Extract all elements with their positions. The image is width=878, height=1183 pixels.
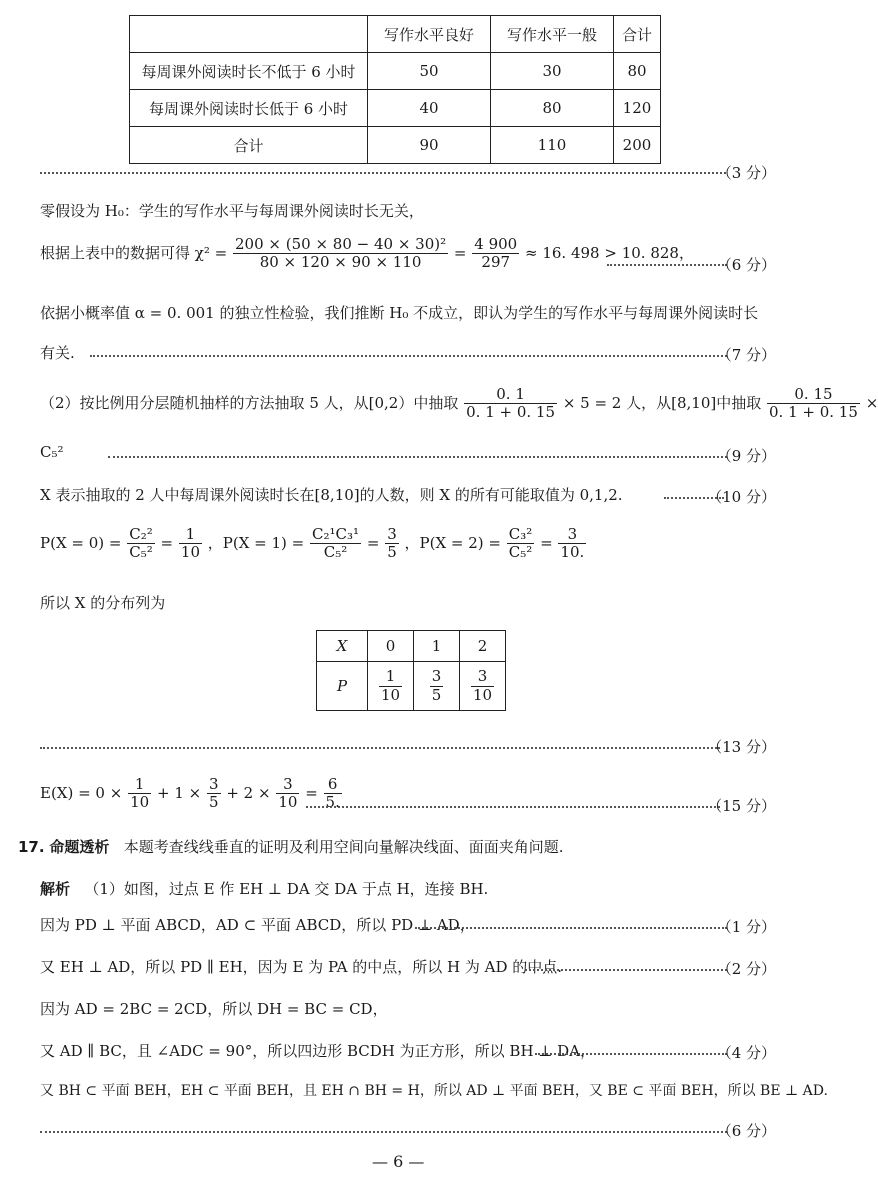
distribution-table bbox=[316, 630, 506, 711]
table-cell: P bbox=[317, 662, 368, 711]
numerator: C₂² bbox=[129, 525, 153, 543]
score-label: （7 分） bbox=[716, 346, 776, 364]
table-cell: 合计 bbox=[130, 127, 368, 164]
numerator: 6 bbox=[324, 776, 342, 794]
table-cell: 1 bbox=[414, 631, 460, 662]
score-label: （13 分） bbox=[707, 738, 776, 756]
probability-line bbox=[40, 526, 587, 562]
table-row bbox=[317, 662, 506, 711]
equals: = bbox=[366, 533, 380, 552]
table-cell bbox=[414, 662, 460, 711]
table-cell: 0 bbox=[368, 631, 414, 662]
chi-fraction-2 bbox=[472, 236, 519, 272]
score-label: （1 分） bbox=[716, 918, 776, 936]
fraction bbox=[310, 526, 361, 562]
expected-value-line bbox=[40, 776, 343, 812]
numerator: 1 bbox=[179, 526, 202, 544]
text: ，P(X = 2) = bbox=[404, 533, 501, 552]
table-cell: 30 bbox=[491, 53, 614, 90]
table-cell: 每周课外阅读时长低于 6 小时 bbox=[130, 90, 368, 127]
numerator: 3 bbox=[208, 775, 219, 793]
table-cell bbox=[130, 16, 368, 53]
numerator: 3 bbox=[558, 526, 586, 544]
proof-line-4: 又 AD ∥ BC，且 ∠ADC = 90°，所以四边形 BCDH 为正方形，所以 BH ⊥ DA， bbox=[40, 1042, 596, 1060]
denominator: 10 bbox=[180, 543, 200, 562]
denominator: 5 bbox=[431, 685, 442, 704]
sampling-line bbox=[40, 386, 878, 422]
table-cell: 90 bbox=[368, 127, 491, 164]
denominator: 0. 1 + 0. 15 bbox=[466, 403, 556, 422]
text: × bbox=[865, 393, 878, 412]
score-label: （3 分） bbox=[716, 164, 776, 182]
question-label: 命题透析 bbox=[49, 838, 110, 856]
solution-label: 解析 bbox=[40, 880, 71, 898]
table-header-cell: 写作水平一般 bbox=[491, 16, 614, 53]
x-definition: X 表示抽取的 2 人中每周课外阅读时长在[8,10]的人数，则 X 的所有可能取值为 0,1,2. bbox=[40, 486, 623, 504]
denominator: 0. 1 + 0. 15 bbox=[769, 403, 858, 422]
fraction bbox=[179, 526, 202, 562]
question-text: 本题考查线线垂直的证明及利用空间向量解决线面、面面夹角问题. bbox=[123, 838, 564, 856]
denominator: 10. bbox=[560, 543, 585, 562]
page-number: — 6 — bbox=[372, 1152, 425, 1171]
score-label: （4 分） bbox=[716, 1044, 776, 1062]
numerator: 200 × (50 × 80 − 40 × 30)² bbox=[235, 235, 447, 253]
numerator: 0. 15 bbox=[767, 386, 860, 404]
fraction bbox=[128, 776, 151, 812]
dotted-leader bbox=[306, 806, 720, 808]
denominator: C₅² bbox=[129, 543, 153, 562]
chi-tail: ≈ 16. 498 > 10. 828， bbox=[525, 243, 694, 262]
fraction bbox=[767, 386, 860, 422]
numerator: 3 bbox=[471, 668, 494, 686]
text: （2）按比例用分层随机抽样的方法抽取 5 人，从[0,2）中抽取 bbox=[40, 393, 459, 412]
denominator: C₅² bbox=[323, 543, 348, 562]
score-label: （10 分） bbox=[707, 488, 776, 506]
text: × 5 = 2 人，从[8,10]中抽取 bbox=[562, 393, 762, 412]
fraction bbox=[471, 668, 494, 704]
text: + 1 × bbox=[156, 783, 202, 802]
table-cell: 每周课外阅读时长不低于 6 小时 bbox=[130, 53, 368, 90]
fraction bbox=[430, 668, 444, 704]
numerator: C₃² bbox=[508, 525, 533, 543]
dotted-leader bbox=[607, 264, 727, 266]
numerator: 1 bbox=[128, 776, 151, 794]
table-cell: 120 bbox=[614, 90, 661, 127]
denominator: 80 × 120 × 90 × 110 bbox=[259, 253, 422, 272]
denominator: 5. bbox=[325, 793, 340, 812]
numerator: 3 bbox=[431, 667, 442, 686]
table-cell: 80 bbox=[491, 90, 614, 127]
numerator: 3 bbox=[387, 525, 397, 543]
denominator: 10 bbox=[472, 685, 493, 704]
table-cell bbox=[460, 662, 506, 711]
table-header-cell: 合计 bbox=[614, 16, 661, 53]
chi-square-line bbox=[40, 236, 694, 272]
table-cell: 80 bbox=[614, 53, 661, 90]
table-row bbox=[130, 53, 661, 90]
related-text: 有关. bbox=[40, 344, 75, 362]
equals: = bbox=[453, 243, 467, 262]
equals: = bbox=[305, 783, 318, 802]
dotted-leader bbox=[40, 1131, 727, 1133]
score-label: （6 分） bbox=[716, 1122, 776, 1140]
score-label: （2 分） bbox=[716, 960, 776, 978]
denominator: C₅² bbox=[508, 543, 533, 562]
denominator: 10 bbox=[130, 793, 150, 812]
fraction bbox=[127, 526, 155, 562]
score-label: （6 分） bbox=[716, 256, 776, 274]
question-17-header bbox=[18, 836, 563, 857]
dotted-leader bbox=[535, 1053, 727, 1055]
equals: = bbox=[160, 533, 174, 552]
fraction bbox=[276, 776, 299, 812]
dotted-leader bbox=[40, 747, 720, 749]
proof-line-5: 又 BH ⊂ 平面 BEH，EH ⊂ 平面 BEH，且 EH ∩ BH = H，所以 AD ⊥ 平面 BEH，又 BE ⊂ 平面 BEH，所以 BE ⊥ AD. bbox=[40, 1083, 828, 1099]
table-cell: 200 bbox=[614, 127, 661, 164]
numerator: 3 bbox=[276, 776, 299, 794]
denominator: 5 bbox=[208, 793, 219, 812]
question-number: 17. bbox=[18, 838, 45, 856]
fraction bbox=[507, 526, 535, 562]
numerator: 0. 1 bbox=[464, 386, 557, 404]
table-row bbox=[130, 127, 661, 164]
independence-test: 依据小概率值 α = 0. 001 的独立性检验，我们推断 H₀ 不成立，即认为学生的写作水平与每周课外阅读时长 bbox=[40, 304, 759, 322]
text: ，P(X = 1) = bbox=[207, 533, 305, 552]
numerator: 1 bbox=[379, 668, 402, 686]
table-cell: X bbox=[317, 631, 368, 662]
fraction bbox=[385, 526, 399, 562]
solution-line bbox=[40, 878, 488, 899]
table-header-cell: 写作水平良好 bbox=[368, 16, 491, 53]
table-cell: 40 bbox=[368, 90, 491, 127]
score-label: （9 分） bbox=[716, 447, 776, 465]
dotted-leader bbox=[525, 969, 727, 971]
table-cell: 2 bbox=[460, 631, 506, 662]
denominator: 10 bbox=[278, 793, 298, 812]
denominator: 297 bbox=[481, 253, 511, 272]
contingency-table bbox=[129, 15, 661, 164]
chi-prefix: 根据上表中的数据可得 χ² = bbox=[40, 243, 228, 262]
text: + 2 × bbox=[226, 783, 271, 802]
table-header-row bbox=[130, 16, 661, 53]
numerator: C₂¹C₃¹ bbox=[312, 525, 360, 543]
table-cell: 50 bbox=[368, 53, 491, 90]
table-row bbox=[317, 631, 506, 662]
text: E(X) = 0 × bbox=[40, 783, 123, 802]
proof-line-3: 因为 AD = 2BC = 2CD，所以 DH = BC = CD， bbox=[40, 1000, 388, 1018]
fraction bbox=[379, 668, 402, 704]
null-hypothesis: 零假设为 H₀：学生的写作水平与每周课外阅读时长无关， bbox=[40, 202, 424, 220]
dotted-leader bbox=[108, 456, 727, 458]
text: P(X = 0) = bbox=[40, 533, 122, 552]
proof-line-1: 因为 PD ⊥ 平面 ABCD，AD ⊂ 平面 ABCD，所以 PD ⊥ AD， bbox=[40, 916, 475, 934]
chi-fraction bbox=[233, 236, 448, 272]
equals: = bbox=[540, 533, 553, 552]
solution-text: （1）如图，过点 E 作 EH ⊥ DA 交 DA 于点 H，连接 BH. bbox=[84, 880, 489, 898]
denominator: 5 bbox=[387, 543, 397, 562]
numerator: 4 900 bbox=[474, 235, 518, 253]
table-row bbox=[130, 90, 661, 127]
table-cell: 110 bbox=[491, 127, 614, 164]
score-label: （15 分） bbox=[707, 797, 776, 815]
fraction bbox=[464, 386, 557, 422]
fraction bbox=[558, 526, 586, 562]
dotted-leader bbox=[415, 927, 727, 929]
fraction bbox=[207, 776, 221, 812]
table-cell bbox=[368, 662, 414, 711]
dotted-leader bbox=[40, 172, 726, 174]
distribution-heading: 所以 X 的分布列为 bbox=[40, 594, 166, 612]
dotted-leader bbox=[90, 355, 727, 357]
proof-line-2: 又 EH ⊥ AD，所以 PD ∥ EH，因为 E 为 PA 的中点，所以 H 为 AD 的中点. bbox=[40, 958, 563, 976]
denominator: 10 bbox=[380, 685, 401, 704]
sampling-result: C₅² bbox=[40, 443, 64, 461]
